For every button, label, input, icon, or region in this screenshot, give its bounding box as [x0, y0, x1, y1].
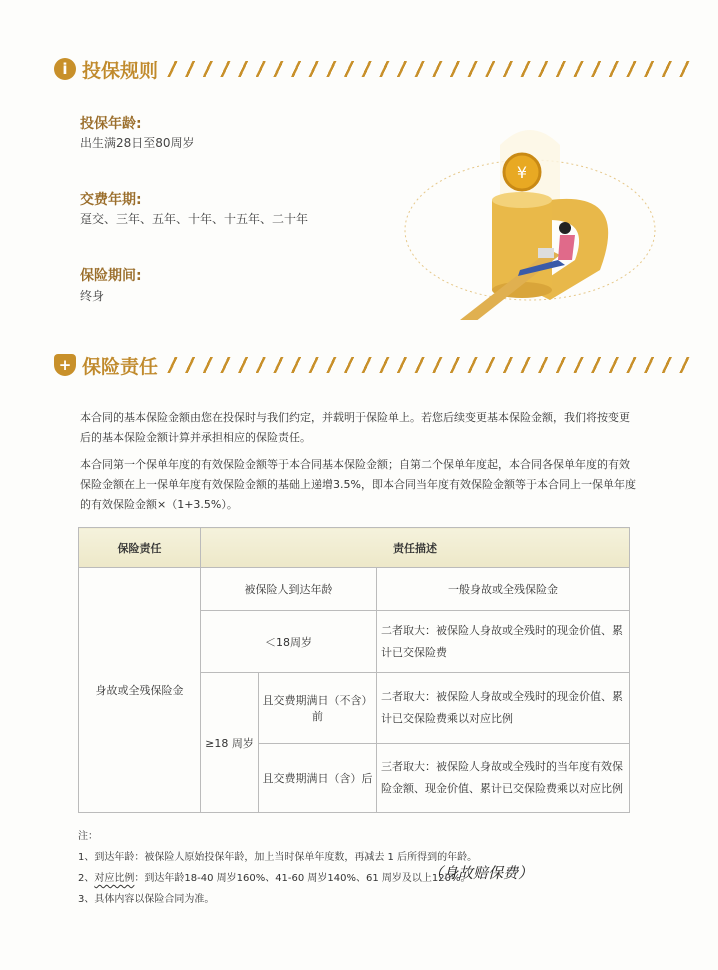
coin-illustration: [400, 100, 660, 320]
coverage-paragraph: 本合同的基本保险金额由您在投保时与我们约定，并载明于保险单上。若您后续变更基本保险金额，我们将按变更后的基本保险金额计算并承担相应的保险责任。: [80, 411, 630, 444]
over18-cell: ≥18 周岁: [201, 673, 259, 813]
age-subheader: 被保险人到达年龄: [201, 568, 377, 611]
rules-heading: i 投保规则: [54, 56, 696, 82]
coverage-table: [78, 527, 630, 813]
age-label: 投保年龄:: [80, 116, 142, 132]
svg-text:¥: ¥: [516, 163, 528, 182]
after-cell: 且交费期满日（含）后: [259, 744, 377, 813]
stripe-divider: [166, 61, 696, 77]
coverage-heading: + 保险责任: [54, 352, 696, 378]
header-liability: 保险责任: [79, 528, 201, 568]
shield-plus-icon: +: [54, 354, 76, 376]
under18-cell: ＜18周岁: [201, 611, 377, 673]
payment-label: 交费年期:: [80, 192, 142, 208]
info-icon: i: [54, 58, 76, 80]
period-label: 保险期间:: [80, 268, 142, 284]
note-3: 3、具体内容以保险合同为准。: [78, 894, 215, 905]
under18-desc: 二者取大：被保险人身故或全残时的现金价值、累计已交保险费: [377, 611, 630, 673]
note-2-text: ：到达年龄18-40 周岁160%、41-60 周岁140%、61 周岁及以上120%。: [134, 873, 471, 884]
benefit-subheader: 一般身故或全残保险金: [377, 568, 630, 611]
liability-cell: 身故或全残保险金: [79, 568, 201, 813]
note-2-num: 2、: [78, 873, 95, 884]
age-value: 出生满28日至80周岁: [80, 136, 195, 150]
before-cell: 且交费期满日（不含）前: [259, 673, 377, 744]
note-2: [78, 868, 477, 889]
notes-title: 注：: [78, 831, 98, 842]
before-desc: 二者取大：被保险人身故或全残时的现金价值、累计已交保险费乘以对应比例: [377, 673, 630, 744]
after-desc: 三者取大：被保险人身故或全残时的当年度有效保险金额、现金价值、累计已交保险费乘以对应比例: [377, 744, 630, 813]
note-1: 1、到达年龄：被保险人原始投保年龄，加上当时保单年度数，再减去 1 后所得到的年龄。: [78, 852, 478, 863]
header-description: 责任描述: [201, 528, 630, 568]
stripe-divider: [166, 357, 696, 373]
payment-value: 趸交、三年、五年、十年、十五年、二十年: [80, 212, 309, 226]
coverage-paragraph: 本合同第一个保单年度的有效保险金额等于本合同基本保险金额；自第二个保单年度起，本合同各保单年度的有效保险金额在上一保单年度有效保险金额的基础上递增3.5%，即本合同当年度有效保险金额等于本合同上一保单年度的有效保险金额×（1+3.5%）。: [80, 458, 636, 511]
notes: [78, 826, 477, 910]
period-value: 终身: [80, 289, 105, 303]
handwritten-annotation: （身故赔保费）: [428, 864, 534, 882]
note-2-term: 对应比例: [94, 873, 135, 884]
